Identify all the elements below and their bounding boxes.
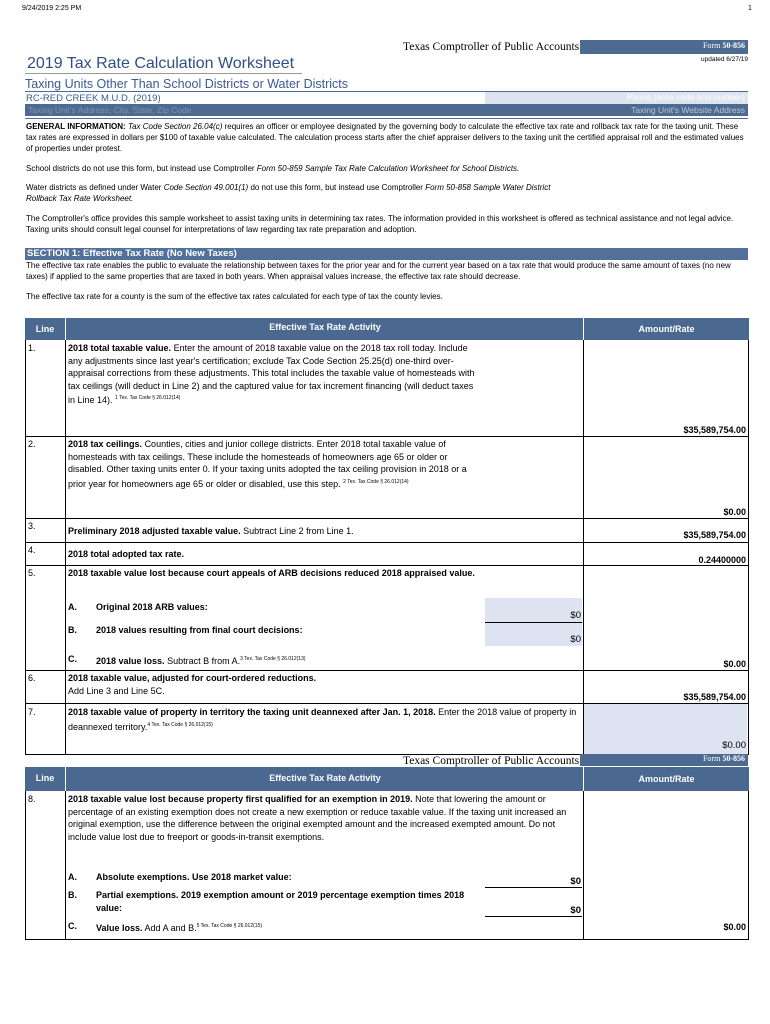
section-1-intro: The effective tax rate enables the public to evaluate the relationship between taxes for the prior year and for the current year based on a tax rate that would produce the same amount of taxes (no new taxes) if applied to the same properties that are taxed in both years. When appraisal values increase, the effective tax rate should decrease. bbox=[26, 261, 731, 281]
row-2-footnote: 2 Tex. Tax Code § 26.012(14) bbox=[343, 478, 409, 485]
row-8b-label: Partial exemptions. 2019 exemption amount or 2019 percentage exemption times 2018 value: bbox=[96, 890, 465, 913]
col-header-line-2: Line bbox=[25, 767, 65, 791]
form-number: 50-856 bbox=[722, 41, 745, 50]
print-timestamp: 9/24/2019 2:25 PM bbox=[22, 5, 82, 12]
row-6-desc: Add Line 3 and Line 5C. bbox=[68, 685, 165, 696]
form-number-repeat: 50-856 bbox=[722, 754, 745, 763]
row-3-desc: Subtract Line 2 from Line 1. bbox=[243, 526, 354, 536]
row-6-label: 2018 taxable value, adjusted for court-ordered reductions. bbox=[68, 673, 317, 683]
col-header-activity-2: Effective Tax Rate Activity bbox=[65, 767, 584, 791]
phone-field[interactable] bbox=[485, 92, 748, 104]
row-5a-underline bbox=[485, 622, 582, 623]
row-8-label: 2018 taxable value lost because property first qualified for an exemption in 2019. bbox=[68, 794, 413, 804]
row-2-amount: $0.00 bbox=[723, 507, 746, 517]
water-note-form: Form 50-858 Sample Water District Rollback Tax Rate Worksheet. bbox=[26, 183, 551, 203]
col-divider-1 bbox=[65, 340, 66, 755]
row-5a-letter: A. bbox=[68, 602, 77, 612]
row-1-label: 2018 total taxable value. bbox=[68, 343, 172, 353]
row-divider bbox=[25, 518, 748, 519]
row-1-text bbox=[68, 342, 478, 407]
row-8a-input[interactable]: $0 bbox=[570, 876, 581, 887]
col-header-line: Line bbox=[25, 318, 65, 340]
row-5-label: 2018 taxable value lost because court appeals of ARB decisions reduced 2018 appraised value. bbox=[68, 568, 475, 578]
row-4-text bbox=[68, 548, 578, 561]
row-7-text bbox=[68, 706, 580, 733]
row-7-amount[interactable]: $0.00 bbox=[722, 740, 746, 751]
water-district-note bbox=[26, 183, 566, 205]
row-7-label: 2018 taxable value of property in territory the taxing unit deannexed after Jan. 1, 2018. bbox=[68, 707, 436, 717]
row-5-number: 5. bbox=[28, 568, 36, 578]
col-header-amount-2: Amount/Rate bbox=[583, 767, 749, 791]
row-8-desc: Note that lowering the amount or percentage of an existing exemption does not create a new exemption or reduce taxable value. If the taxing unit increased an original exemption, use the difference between the original exempted amount and the increased exempted amount. Do not include value lost due to freeport or goods-in-transit exemptions. bbox=[68, 794, 567, 842]
water-note-cite: Code Section 49.001(1) bbox=[163, 183, 249, 192]
row-5c-footnote: 3 Tex. Tax Code § 26.012(13) bbox=[240, 656, 306, 662]
row-divider bbox=[25, 670, 748, 671]
row-5b-letter: B. bbox=[68, 625, 77, 635]
row-8c-desc: Add A and B. bbox=[144, 923, 197, 933]
row-2-text bbox=[68, 438, 482, 490]
school-note-form: Form 50-859 Sample Tax Rate Calculation Worksheet for School Districts. bbox=[256, 164, 520, 173]
website-field[interactable] bbox=[485, 104, 748, 116]
general-info-text: requires an officer or employee designated by the governing body to calculate the effective tax rate and rollback tax rate for the taxing unit. These tax rates are expressed in dollars per $100 of taxable value calculated. The calculation process starts after the chief appraiser delivers to the taxing unit the certified appraisal roll and the estimated values of properties under protest. bbox=[26, 122, 744, 153]
row-5b-label: 2018 values resulting from final court decisions: bbox=[96, 625, 303, 635]
page-subtitle: Taxing Units Other Than School Districts or Water Districts bbox=[25, 77, 349, 91]
updated-date: updated 6/27/19 bbox=[701, 56, 748, 63]
row-1-desc: Enter the amount of 2018 taxable value on the 2018 tax roll today. Include any adjustments since last year's certification; exclude Tax Code Section 25.25(d) one-third over-appraisal corrections from these adjustments. This total includes the taxable value of homesteads with tax ceilings (will deduct in Line 2) and the captured value for tax increment financing (will deduct taxes in Line 14). bbox=[68, 343, 475, 405]
school-district-note bbox=[26, 164, 748, 175]
general-info-label: GENERAL INFORMATION: bbox=[26, 122, 126, 131]
col-divider-4 bbox=[583, 791, 584, 940]
row-8c-letter: C. bbox=[68, 921, 77, 931]
row-7-number: 7. bbox=[28, 707, 36, 717]
row-5c-label: 2018 value loss. bbox=[96, 656, 165, 666]
row-2-label: 2018 tax ceilings. bbox=[68, 439, 143, 449]
row-6-text bbox=[68, 672, 578, 697]
address-field[interactable] bbox=[25, 104, 485, 116]
row-7-footnote: 4 Tex. Tax Code § 26.012(15) bbox=[147, 721, 213, 728]
row-5b-input[interactable]: $0 bbox=[570, 634, 581, 645]
phone-placeholder: Phone (area code and number) bbox=[626, 92, 745, 102]
water-note-text: Water districts as defined under Water bbox=[26, 183, 162, 192]
col-header-amount: Amount/Rate bbox=[583, 318, 749, 340]
form-number-bar-repeat bbox=[580, 754, 748, 766]
row-5-text bbox=[68, 567, 488, 580]
row-5a-label: Original 2018 ARB values: bbox=[96, 602, 208, 612]
row-1-number: 1. bbox=[28, 343, 36, 353]
row-5c-text bbox=[96, 653, 306, 668]
row-4-amount: 0.24400000 bbox=[698, 555, 746, 565]
section-1-title: SECTION 1: Effective Tax Rate (No New Taxes) bbox=[27, 248, 237, 259]
general-info bbox=[26, 122, 748, 154]
row-divider bbox=[25, 542, 748, 543]
row-8a-underline bbox=[485, 887, 582, 888]
row-3-label: Preliminary 2018 adjusted taxable value. bbox=[68, 526, 241, 536]
row-2-desc: Counties, cities and junior college districts. Enter 2018 total taxable value of homesteads with tax ceilings. These include the homesteads of homeowners age 65 or older or disabled. Other taxing units enter 0. If your taxing units adopted the tax ceiling provision in 2018 or a prior year for homeowners age 65 or older or disabled, use this step. bbox=[68, 439, 467, 489]
row-3-amount: $35,589,754.00 bbox=[683, 530, 746, 540]
row-7-desc: Enter the 2018 value of property in deannexed territory. bbox=[68, 707, 577, 732]
row-8-number: 8. bbox=[28, 794, 36, 804]
row-3-text bbox=[68, 525, 578, 538]
row-2-number: 2. bbox=[28, 439, 36, 449]
row-5c-letter: C. bbox=[68, 654, 77, 664]
water-note-text2: do not use this form, but instead use Comptroller bbox=[250, 183, 423, 192]
website-placeholder: Taxing Unit's Website Address bbox=[631, 105, 745, 115]
row-1-amount: $35,589,754.00 bbox=[683, 425, 746, 435]
section-1-header bbox=[25, 248, 748, 260]
row-8c-footnote: 5 Tex. Tax Code § 26.012(15) bbox=[196, 923, 263, 929]
row-5c-desc: Subtract B from A. bbox=[167, 656, 241, 666]
header-divider-bottom bbox=[25, 118, 748, 119]
page-title: 2019 Tax Rate Calculation Worksheet bbox=[27, 55, 295, 72]
page-number: 1 bbox=[748, 5, 752, 12]
row-8c-text bbox=[96, 920, 262, 935]
row-8-text bbox=[68, 793, 580, 843]
form-label: Form bbox=[702, 41, 721, 50]
row-8a-letter: A. bbox=[68, 872, 77, 882]
school-note-text: School districts do not use this form, but instead use Comptroller bbox=[26, 164, 255, 173]
row-4-number: 4. bbox=[28, 545, 36, 555]
general-info-cite: Tax Code Section 26.04(c) bbox=[127, 122, 223, 131]
row-6-amount: $35,589,754.00 bbox=[683, 692, 746, 702]
form-label-repeat: Form bbox=[702, 754, 721, 763]
address-placeholder: Taxing Unit's Address, City, State, Zip Code bbox=[28, 105, 192, 115]
row-4-label: 2018 total adopted tax rate. bbox=[68, 549, 185, 559]
row-divider bbox=[25, 436, 748, 437]
row-5-amount: $0.00 bbox=[723, 659, 746, 669]
row-divider bbox=[25, 565, 748, 566]
row-8b-underline bbox=[485, 916, 582, 917]
row-8b-letter: B. bbox=[68, 890, 77, 900]
row-8-amount: $0.00 bbox=[723, 922, 746, 932]
row-8c-label: Value loss. bbox=[96, 923, 143, 933]
section-1-county-note: The effective tax rate for a county is the sum of the effective tax rates calculated for each type of tax the county levies. bbox=[26, 292, 443, 301]
taxing-unit-name: RC-RED CREEK M.U.D. (2019) bbox=[26, 93, 161, 104]
col-header-activity: Effective Tax Rate Activity bbox=[65, 318, 584, 340]
row-8a-label: Absolute exemptions. Use 2018 market value: bbox=[96, 872, 292, 882]
agency-name: Texas Comptroller of Public Accounts bbox=[403, 41, 580, 53]
row-1-footnote: 1 Tex. Tax Code § 26.012(14) bbox=[115, 395, 181, 401]
col-divider-3 bbox=[65, 791, 66, 940]
row-6-number: 6. bbox=[28, 673, 36, 683]
row-5a-input[interactable]: $0 bbox=[570, 610, 581, 621]
agency-name-repeat: Texas Comptroller of Public Accounts bbox=[403, 755, 580, 767]
comptroller-note: The Comptroller's office provides this sample worksheet to assist taxing units in determining tax rates. The information provided in this worksheet is offered as technical assistance and not legal advice. Taxing units should consult legal counsel for interpretations of law regarding tax rate preparation and adoption. bbox=[26, 214, 734, 234]
form-number-bar bbox=[580, 40, 748, 54]
row-8b-input[interactable]: $0 bbox=[570, 905, 581, 916]
row-3-number: 3. bbox=[28, 521, 36, 531]
